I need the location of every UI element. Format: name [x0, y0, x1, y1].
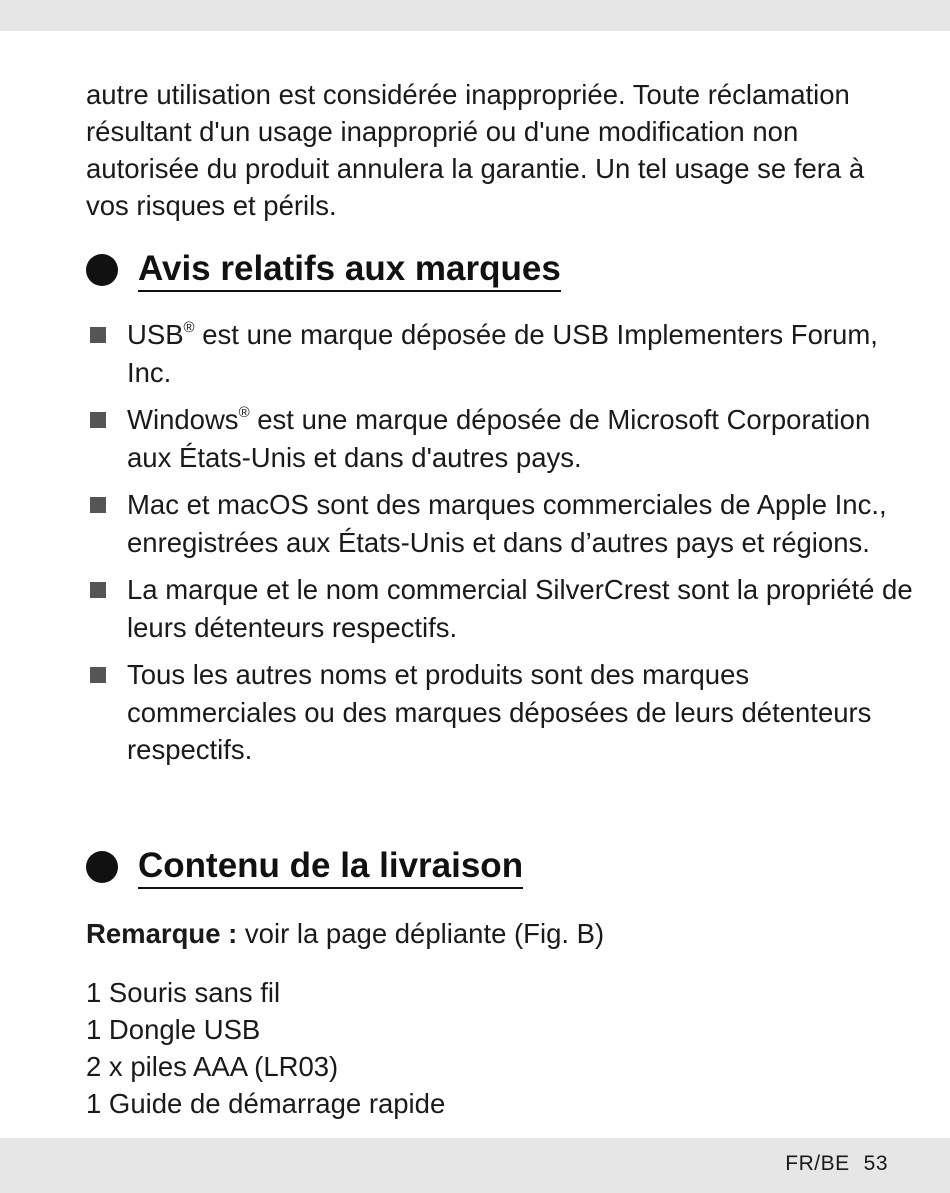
list-item: [86, 486, 916, 561]
bullet-dot-icon: [86, 851, 118, 883]
section-heading-delivery: [86, 842, 523, 892]
list-item: 2 x piles AAA (LR03): [86, 1051, 339, 1082]
square-bullet-icon: [90, 327, 106, 343]
remark-label: Remarque :: [86, 918, 238, 949]
list-item: [86, 401, 916, 476]
list-item: 1 Guide de démarrage rapide: [86, 1088, 446, 1119]
trademark-list: [86, 316, 916, 779]
list-item: [86, 316, 916, 391]
registered-mark: ®: [183, 318, 195, 336]
page-footer: [0, 1138, 950, 1193]
item-text: USB: [127, 319, 184, 350]
item-text-cont: est une marque déposée de USB Implementers Forum, Inc.: [127, 319, 878, 388]
list-item: [86, 656, 916, 769]
remark-note: [86, 915, 604, 952]
item-text: La marque et le nom commercial SilverCrest sont la propriété de leurs détenteurs respectifs.: [127, 574, 913, 643]
intro-paragraph: autre utilisation est considérée inappropriée. Toute réclamation résultant d'un usage inapproprié ou d'une modification non autorisée du produit annulera la garantie. Un tel usage se fera à vos risques et périls.: [86, 78, 865, 221]
bullet-dot-icon: [86, 254, 118, 286]
square-bullet-icon: [90, 667, 106, 683]
square-bullet-icon: [90, 497, 106, 513]
square-bullet-icon: [90, 412, 106, 428]
item-text: Mac et macOS sont des marques commerciales de Apple Inc., enregistrées aux États-Unis et dans d’autres pays et régions.: [127, 489, 887, 558]
top-band: [0, 0, 950, 31]
list-item: 1 Dongle USB: [86, 1014, 261, 1045]
page-number: 53: [863, 1152, 888, 1175]
section-heading-trademarks: [86, 245, 561, 295]
list-item: [86, 571, 916, 646]
locale-code: FR/BE: [785, 1152, 850, 1175]
delivery-contents-list: [86, 974, 445, 1122]
square-bullet-icon: [90, 582, 106, 598]
item-text: Windows: [127, 404, 239, 435]
list-item: 1 Souris sans fil: [86, 977, 281, 1008]
section-title: Avis relatifs aux marques: [138, 249, 561, 292]
section-title: Contenu de la livraison: [138, 846, 523, 889]
remark-text: voir la page dépliante (Fig. B): [237, 918, 605, 949]
page-number-label: [785, 1152, 888, 1176]
registered-mark: ®: [238, 403, 250, 421]
item-text: Tous les autres noms et produits sont des marques commerciales ou des marques déposées de leurs détenteurs respectifs.: [127, 659, 872, 765]
item-text-cont: est une marque déposée de Microsoft Corporation aux États-Unis et dans d'autres pays.: [127, 404, 871, 473]
